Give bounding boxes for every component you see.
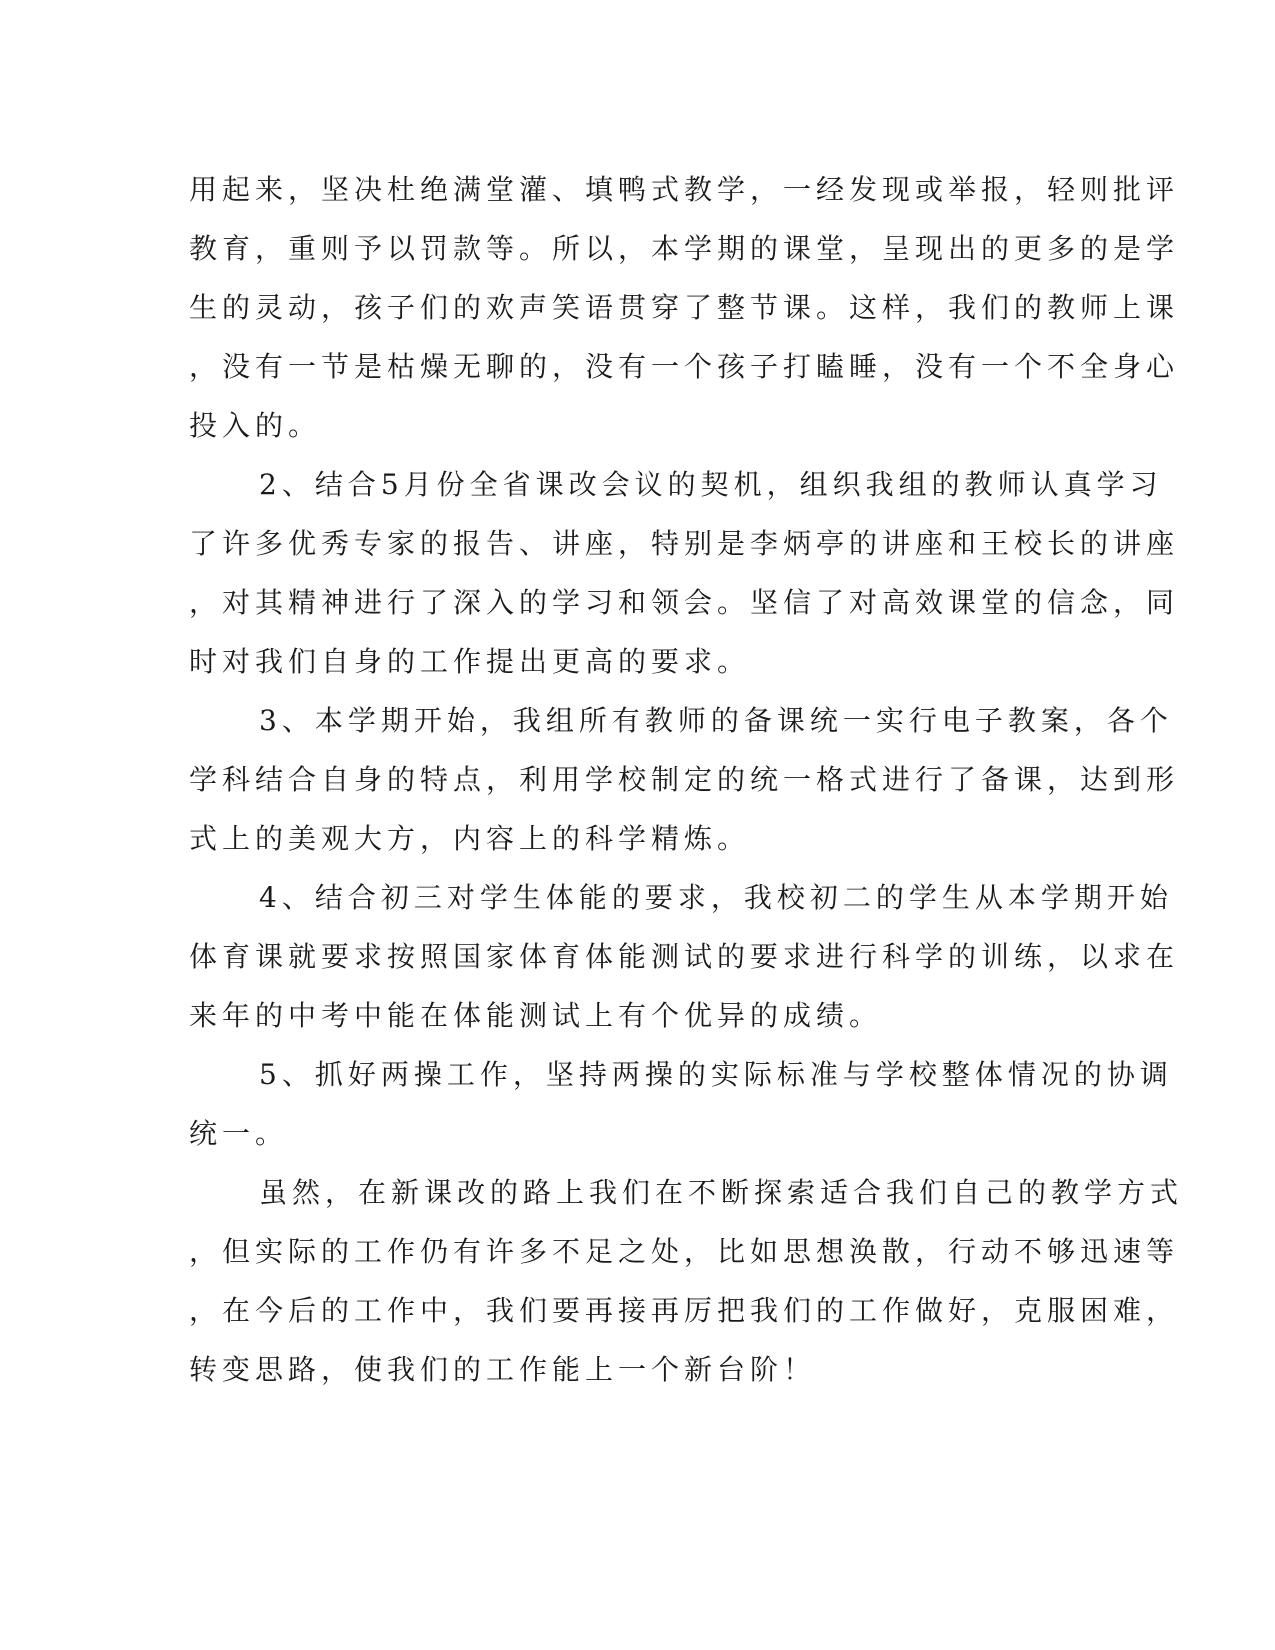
text-line: 学科结合自身的特点，利用学校制定的统一格式进行了备课，达到形	[189, 763, 1180, 796]
text-line: 式上的美观大方，内容上的科学精炼。	[189, 822, 751, 855]
paragraph-start-line: 2、结合5月份全省课改会议的契机，组织我组的教师认真学习	[259, 468, 1163, 501]
text-line: 投入的。	[189, 409, 322, 442]
paragraph-start-line: 虽然，在新课改的路上我们在不断探索适合我们自己的教学方式	[259, 1176, 1184, 1209]
text-line: 统一。	[189, 1117, 289, 1150]
text-line: ，对其精神进行了深入的学习和领会。坚信了对高效课堂的信念，同	[189, 586, 1180, 619]
text-line: 时对我们自身的工作提出更高的要求。	[189, 645, 751, 678]
text-line: ，但实际的工作仍有许多不足之处，比如思想涣散，行动不够迅速等	[189, 1235, 1180, 1268]
text-line: 了许多优秀专家的报告、讲座，特别是李炳亭的讲座和王校长的讲座	[189, 527, 1180, 560]
text-line: ，在今后的工作中，我们要再接再厉把我们的工作做好，克服困难，	[189, 1294, 1180, 1327]
paragraph-start-line: 5、抓好两操工作，坚持两操的实际标准与学校整体情况的协调	[259, 1058, 1173, 1091]
text-line: 转变思路，使我们的工作能上一个新台阶！	[189, 1353, 817, 1386]
text-line: 用起来，坚决杜绝满堂灌、填鸭式教学，一经发现或举报，轻则批评	[189, 173, 1180, 206]
paragraph-start-line: 4、结合初三对学生体能的要求，我校初二的学生从本学期开始	[259, 881, 1173, 914]
paragraph-start-line: 3、本学期开始，我组所有教师的备课统一实行电子教案，各个	[259, 704, 1173, 737]
body-text	[189, 160, 1184, 1399]
text-line: 来年的中考中能在体能测试上有个优异的成绩。	[189, 999, 883, 1032]
text-line: ，没有一节是枯燥无聊的，没有一个孩子打瞌睡，没有一个不全身心	[189, 350, 1180, 383]
text-line: 体育课就要求按照国家体育体能测试的要求进行科学的训练，以求在	[189, 940, 1180, 973]
text-line: 教育，重则予以罚款等。所以，本学期的课堂，呈现出的更多的是学	[189, 232, 1180, 265]
text-line: 生的灵动，孩子们的欢声笑语贯穿了整节课。这样，我们的教师上课	[189, 291, 1180, 324]
